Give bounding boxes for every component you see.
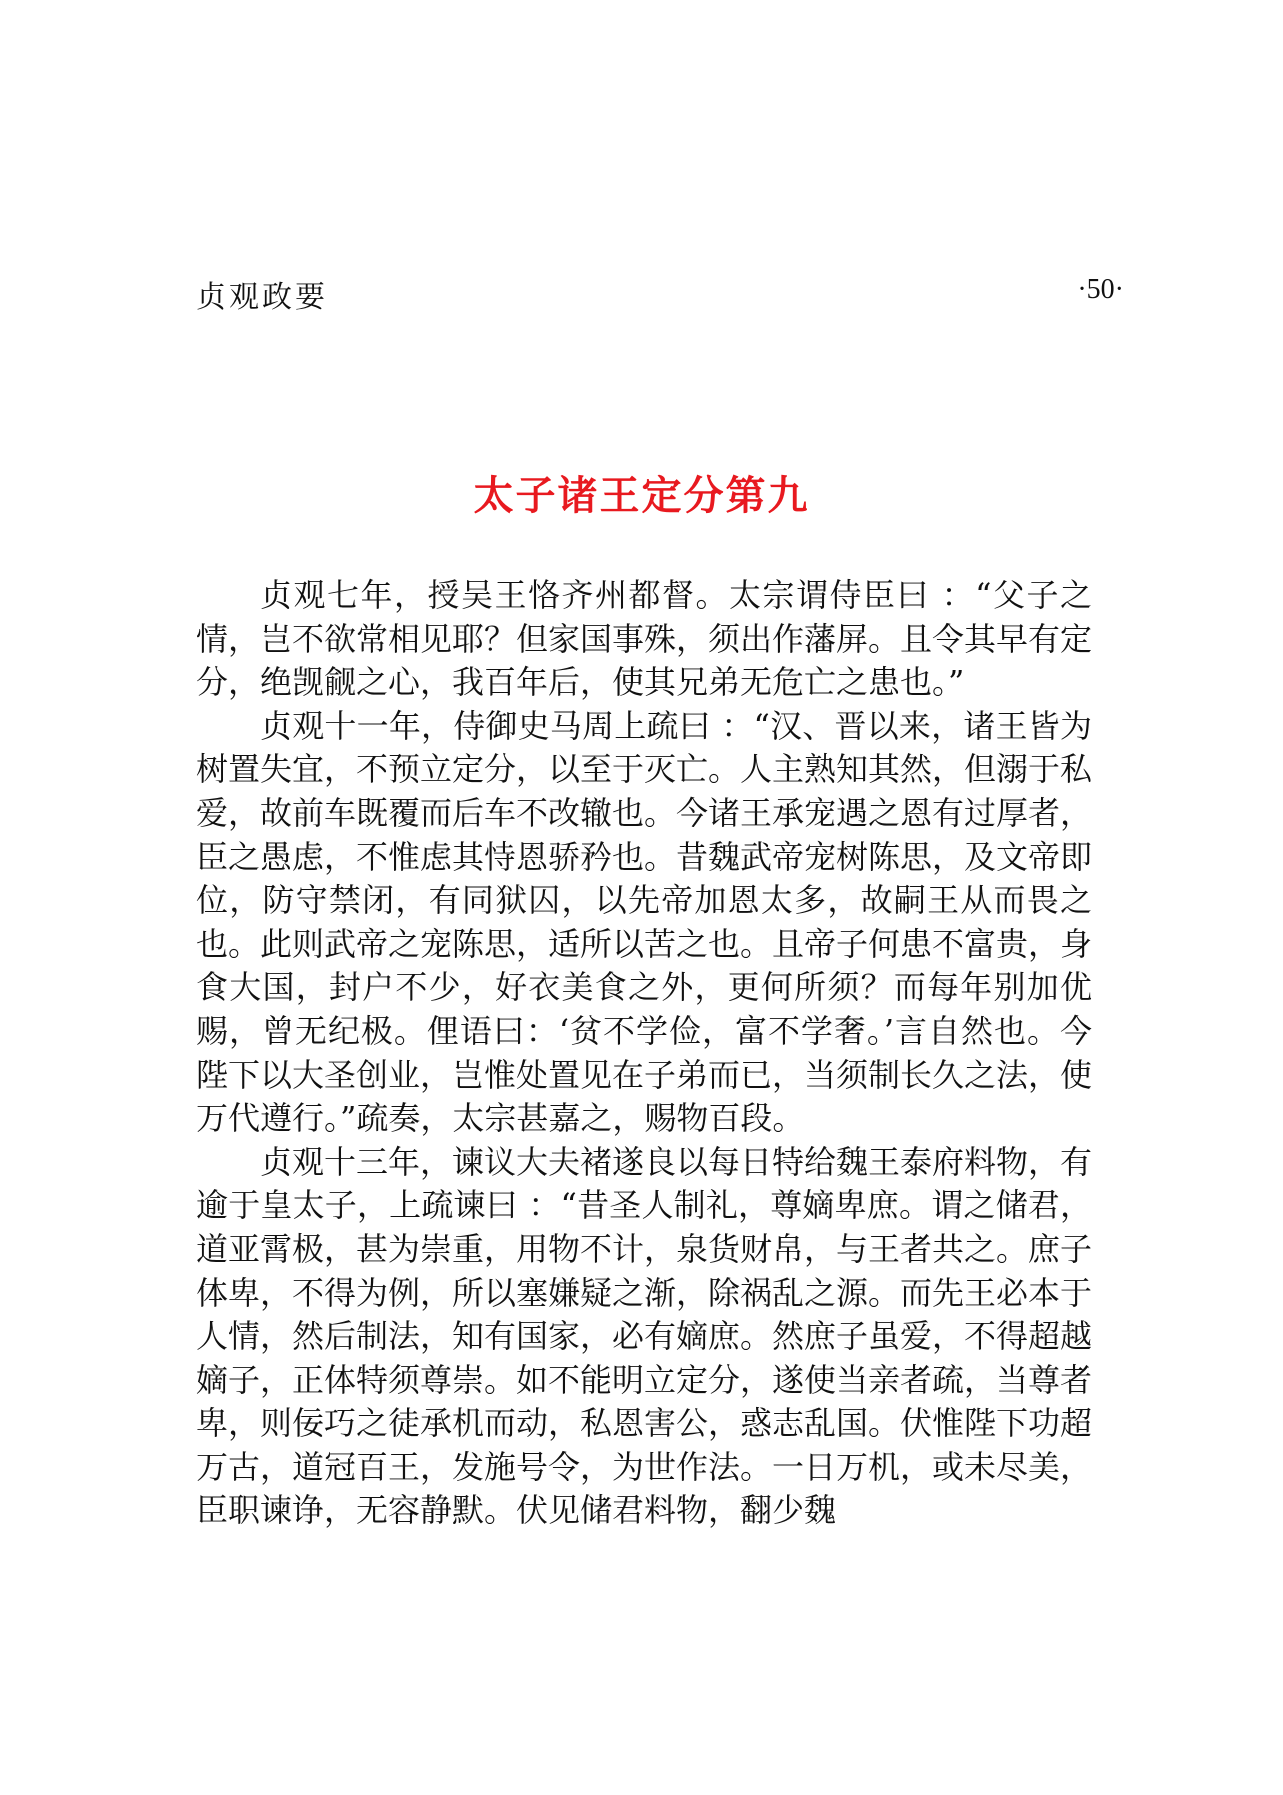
book-title: 贞观政要	[196, 280, 328, 315]
paragraph: 贞观十三年，谏议大夫褚遂良以每日特给魏王泰府料物，有逾于皇太子，上疏谏曰 ：“昔圣人制礼，尊嫡卑庶。谓之储君，道亚霄极，甚为崇重，用物不计，泉货财帛，与王者共之。庶子体卑，不得为例，所以塞嫌疑之渐，除祸乱之源。而先王必本于人情，然后制法，知有国家，必有嫡庶。然庶子虽爱，不得超越嫡子，正体特须尊崇。如不能明立定分，遂使当亲者疏，当尊者卑，则佞巧之徒承机而动，私恩害公，惑志乱国。伏惟陛下功超万古，道冠百王，发施号令，为世作法。一日万机，或未尽美，臣职谏诤，无容静默。伏见储君料物，翻少魏	[196, 1142, 1093, 1530]
paragraph: 贞观十一年，侍御史马周上疏曰 ：“汉、晋以来，诸王皆为树置失宜，不预立定分，以至于灭亡。人主熟知其然，但溺于私爱，故前车既覆而后车不改辙也。今诸王承宠遇之恩有过厚者，臣之愚虑，不惟虑其恃恩骄矜也。昔魏武帝宠树陈思，及文帝即位，防守禁闭，有同狱囚，以先帝加恩太多，故嗣王从而畏之也。此则武帝之宠陈思，适所以苦之也。且帝子何患不富贵，身食大国，封户不少，好衣美食之外，更何所须？而每年别加优赐，曾无纪极。俚语曰：‘贫不学俭，富不学奢。’言自然也。今陛下以大圣创业，岂惟处置见在子弟而已，当须制长久之法，使万代遵行。”疏奏，太宗甚嘉之，赐物百段。	[196, 706, 1093, 1138]
paragraph: 贞观七年，授吴王恪齐州都督。太宗谓侍臣曰 ：“父子之情，岂不欲常相见耶？但家国事殊，须出作藩屏。且令其早有定分，绝觊觎之心，我百年后，使其兄弟无危亡之患也。”	[196, 576, 1093, 702]
chapter-title: 太子诸王定分第九	[473, 473, 810, 519]
running-header	[196, 272, 1124, 316]
page-number: ·50·	[1077, 274, 1124, 305]
body-text	[196, 574, 1092, 1533]
